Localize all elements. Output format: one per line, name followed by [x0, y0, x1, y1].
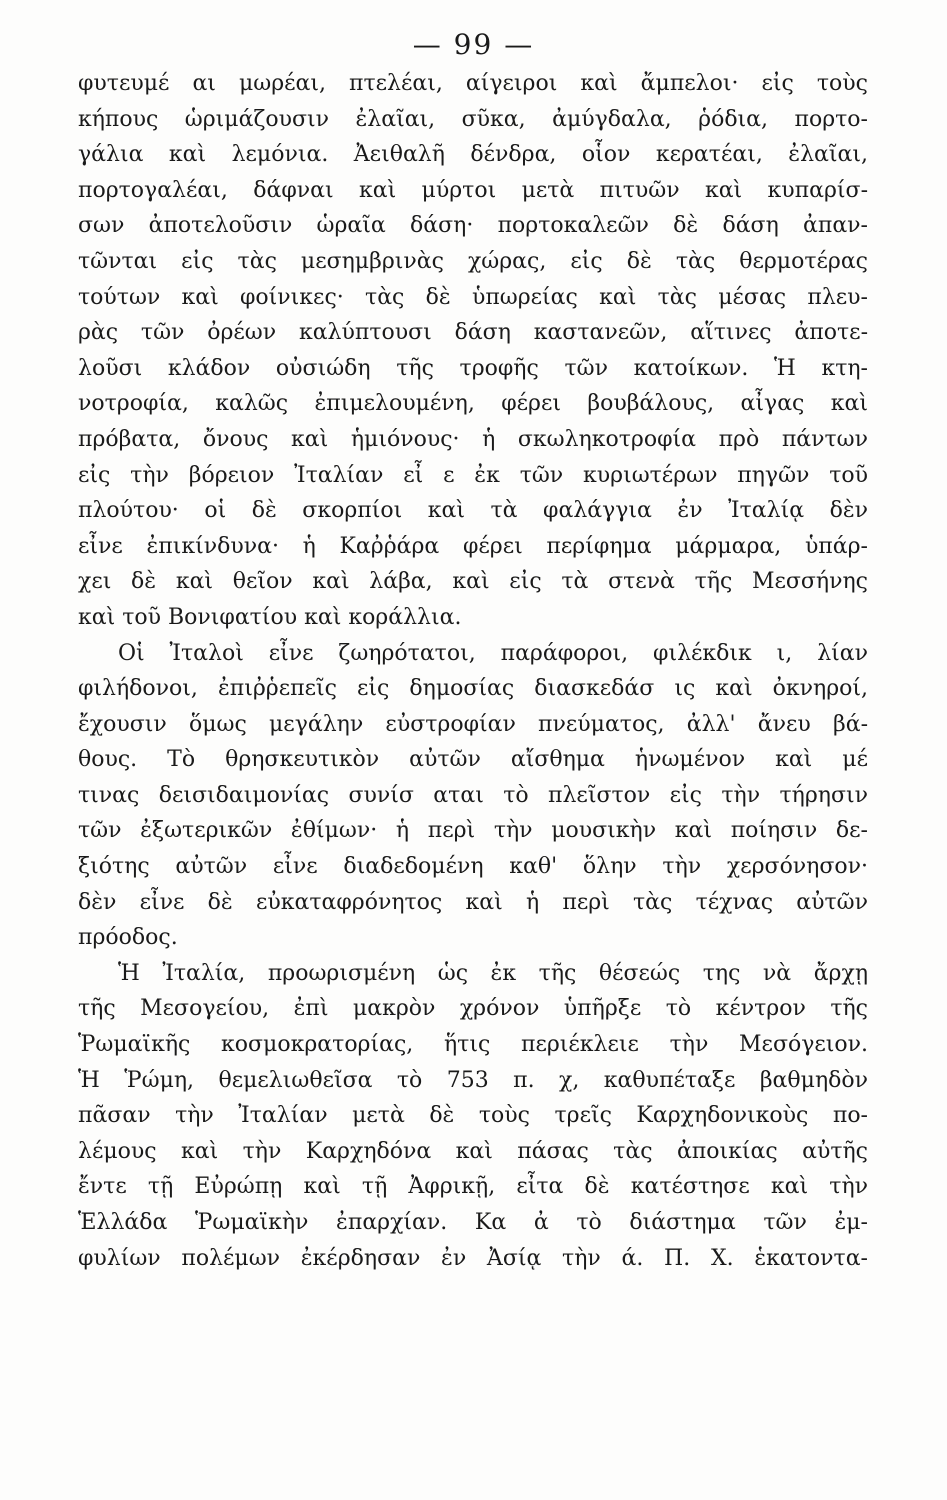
text-line: Ἡ Ἰταλία, προωρισμένη ὡς ἐκ τῆς θέσεώς της νὰ ἄρχῃ [118, 960, 868, 986]
text-line: Ῥωμαϊκῆς κοσμοκρατορίας, ἥτις περιέκλειε τὴν Μεσόγειον. [78, 1032, 868, 1058]
text-line: πρόβατα, ὄνους καὶ ἡμιόνους· ἡ σκωληκοτροφία πρὸ πάντων [78, 426, 868, 452]
text-line: τούτων καὶ φοίνικες· τὰς δὲ ὑπωρείας καὶ τὰς μέσας πλευ- [78, 284, 868, 310]
paragraph-2 [78, 636, 868, 956]
text-line: ἔντε τῇ Εὐρώπῃ καὶ τῇ Ἀφρικῇ, εἶτα δὲ κατέστησε καὶ τὴν [78, 1174, 868, 1200]
text-line: Ἑλλάδα Ῥωμαϊκὴν ἐπαρχίαν. Κα ἀ τὸ διάστημα τῶν ἐμ- [78, 1210, 868, 1235]
text-line: λοῦσι κλάδον οὐσιώδη τῆς τροφῆς τῶν κατοίκων. Ἡ κτη- [78, 355, 868, 381]
text-line: πορτογαλέαι, δάφναι καὶ μύρτοι μετὰ πιτυῶν καὶ κυπαρίσ- [78, 177, 868, 203]
text-line: γάλια καὶ λεμόνια. Ἀειθαλῆ δένδρα, οἷον κερατέαι, ἐλαῖαι, [78, 142, 868, 168]
text-line: τῶν ἐξωτερικῶν ἐθίμων· ἡ περὶ τὴν μουσικὴν καὶ ποίησιν δε- [78, 818, 868, 844]
text-line: νοτροφία, καλῶς ἐπιμελουμένη, φέρει βουβάλους, αἶγας καὶ [78, 391, 868, 417]
page-body [78, 66, 868, 1276]
text-line: Οἱ Ἰταλοὶ εἶνε ζωηρότατοι, παράφοροι, φιλέκδικ ι, λίαν [118, 640, 868, 666]
page-number: — 99 — [412, 28, 535, 61]
text-line: θους. Τὸ θρησκευτικὸν αὐτῶν αἴσθημα ἡνωμένον καὶ μέ [78, 747, 868, 773]
text-line: Ἡ Ῥώμη, θεμελιωθεῖσα τὸ 753 π. χ, καθυπέταξε βαθμηδὸν [78, 1067, 868, 1093]
text-line: δὲν εἶνε δὲ εὐκαταφρόνητος καὶ ἡ περὶ τὰς τέχνας αὐτῶν [78, 889, 868, 915]
text-line: πλούτου· οἱ δὲ σκορπίοι καὶ τὰ φαλάγγια ἐν Ἰταλίᾳ δὲν [78, 498, 868, 524]
text-line: κήπους ὡριμάζουσιν ἐλαῖαι, σῦκα, ἀμύγδαλα, ῥόδια, πορτο- [78, 106, 868, 132]
text-line: εἶνε ἐπικίνδυνα· ἡ Καῤῥάρα φέρει περίφημα μάρμαρα, ὑπάρ- [78, 533, 868, 559]
paragraph-3 [78, 956, 868, 1276]
text-line: σων ἀποτελοῦσιν ὡραῖα δάση· πορτοκαλεῶν δὲ δάση ἀπαν- [78, 213, 868, 239]
text-line: ἔχουσιν ὅμως μεγάλην εὐστροφίαν πνεύματος, ἀλλ' ἄνευ βά- [78, 711, 868, 737]
paragraph-1 [78, 66, 868, 636]
text-line: φυτευμέ αι μωρέαι, πτελέαι, αίγειροι καὶ ἄμπελοι· εἰς τοὺς [78, 71, 868, 96]
text-line: τῶνται εἰς τὰς μεσημβρινὰς χώρας, εἰς δὲ τὰς θερμοτέρας [78, 248, 868, 274]
text-line: πᾶσαν τὴν Ἰταλίαν μετὰ δὲ τοὺς τρεῖς Καρχηδονικοὺς πο- [78, 1103, 868, 1129]
text-line: τῆς Μεσογείου, ἐπὶ μακρὸν χρόνον ὑπῆρξε τὸ κέντρον τῆς [78, 996, 868, 1022]
text-line: φυλίων πολέμων ἐκέρδησαν ἐν Ἀσίᾳ τὴν ά. Π. Χ. ἑκατοντα- [78, 1245, 868, 1271]
text-line: ξιότης αὐτῶν εἶνε διαδεδομένη καθ' ὅλην τὴν χερσόνησον· [78, 854, 868, 880]
text-line: καὶ τοῦ Βονιφατίου καὶ κοράλλια. [78, 604, 462, 630]
text-line: χει δὲ καὶ θεῖον καὶ λάβα, καὶ εἰς τὰ στενὰ τῆς Μεσσήνης [78, 569, 868, 595]
text-line: πρόοδος. [78, 925, 178, 951]
text-line: λέμους καὶ τὴν Καρχηδόνα καὶ πάσας τὰς ἀποικίας αὐτῆς [78, 1138, 868, 1164]
text-line: τινας δεισιδαιμονίας συνίσ αται τὸ πλεῖστον εἰς τὴν τήρησιν [78, 782, 868, 808]
text-line: ρὰς τῶν ὀρέων καλύπτουσι δάση καστανεῶν, αἵτινες ἀποτε- [78, 320, 868, 346]
text-line: φιλήδονοι, ἐπιῤῥεπεῖς εἰς δημοσίας διασκεδάσ ις καὶ ὀκνηροί, [78, 676, 868, 702]
text-line: εἰς τὴν βόρειον Ἰταλίαν εἶ ε ἐκ τῶν κυριωτέρων πηγῶν τοῦ [78, 462, 868, 488]
